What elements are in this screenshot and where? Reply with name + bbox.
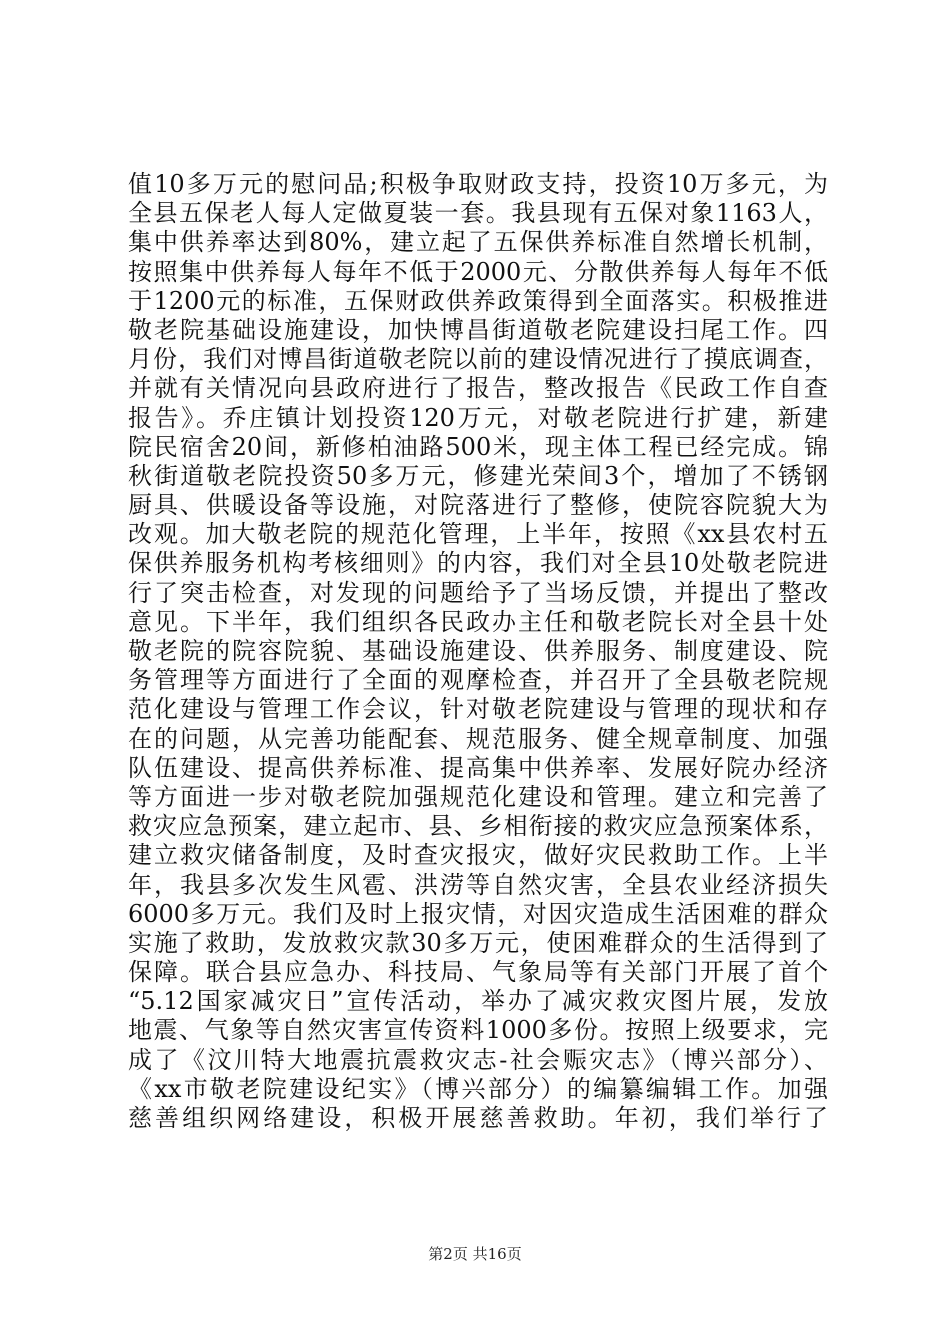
text-line: 集中供养率达到80%，建立起了五保供养标准自然增长机制， [128,228,828,257]
text-line: 成了《汶川特大地震抗震救灾志-社会赈灾志》（博兴部分）、 [128,1045,828,1074]
text-line: 《xx市敬老院建设纪实》（博兴部分）的编纂编辑工作。加强 [128,1074,828,1103]
text-line: 值10多万元的慰问品;积极争取财政支持，投资10万多元，为 [128,170,828,198]
text-line: 年，我县多次发生风雹、洪涝等自然灾害，全县农业经济损失 [128,870,828,899]
text-line: 队伍建设、提高供养标准、提高集中供养率、发展好院办经济 [128,753,828,782]
text-line: 地震、气象等自然灾害宣传资料1000多份。按照上级要求，完 [128,1016,828,1045]
text-line: 并就有关情况向县政府进行了报告，整改报告《民政工作自查 [128,374,828,403]
text-line: 厨具、供暖设备等设施，对院落进行了整修，使院容院貌大为 [128,491,828,520]
page-footer: 第2页 共16页 [428,1245,522,1263]
text-line: 院民宿舍20间，新修柏油路500米，现主体工程已经完成。锦 [128,432,828,461]
text-line: 于1200元的标准，五保财政供养政策得到全面落实。积极推进 [128,286,828,315]
text-line: 保供养服务机构考核细则》的内容，我们对全县10处敬老院进 [128,549,828,578]
text-line: 范化建设与管理工作会议，针对敬老院建设与管理的现状和存 [128,695,828,724]
text-line: 6000多万元。我们及时上报灾情，对因灾造成生活困难的群众 [128,899,828,928]
text-line: 月份，我们对博昌街道敬老院以前的建设情况进行了摸底调查， [128,345,828,374]
text-line: 等方面进一步对敬老院加强规范化建设和管理。建立和完善了 [128,782,828,811]
text-line: 行了突击检查，对发现的问题给予了当场反馈，并提出了整改 [128,578,828,607]
text-line: 秋街道敬老院投资50多万元，修建光荣间3个，增加了不锈钢 [128,461,828,490]
text-line: 慈善组织网络建设，积极开展慈善救助。年初，我们举行了 [128,1104,828,1132]
text-line: 保障。联合县应急办、科技局、气象局等有关部门开展了首个 [128,958,828,987]
text-line: 改观。加大敬老院的规范化管理，上半年，按照《xx县农村五 [128,520,828,549]
text-line: “5.12国家减灾日”宣传活动，举办了减灾救灾图片展，发放 [128,987,828,1016]
text-line: 报告》。乔庄镇计划投资120万元，对敬老院进行扩建，新建 [128,403,828,432]
text-line: 务管理等方面进行了全面的观摩检查，并召开了全县敬老院规 [128,666,828,695]
text-line: 在的问题，从完善功能配套、规范服务、健全规章制度、加强 [128,724,828,753]
text-line: 建立救灾储备制度，及时查灾报灾，做好灾民救助工作。上半 [128,841,828,870]
text-line: 救灾应急预案，建立起市、县、乡相衔接的救灾应急预案体系， [128,812,828,841]
text-line: 敬老院基础设施建设，加快博昌街道敬老院建设扫尾工作。四 [128,315,828,344]
body-text [128,170,828,1133]
text-line: 敬老院的院容院貌、基础设施建设、供养服务、制度建设、院 [128,637,828,665]
text-line: 意见。下半年，我们组织各民政办主任和敬老院长对全县十处 [128,607,828,636]
text-line: 全县五保老人每人定做夏装一套。我县现有五保对象1163人， [128,199,828,228]
text-line: 按照集中供养每人每年不低于2000元、分散供养每人每年不低 [128,257,828,286]
text-line: 实施了救助，发放救灾款30多万元，使困难群众的生活得到了 [128,928,828,957]
